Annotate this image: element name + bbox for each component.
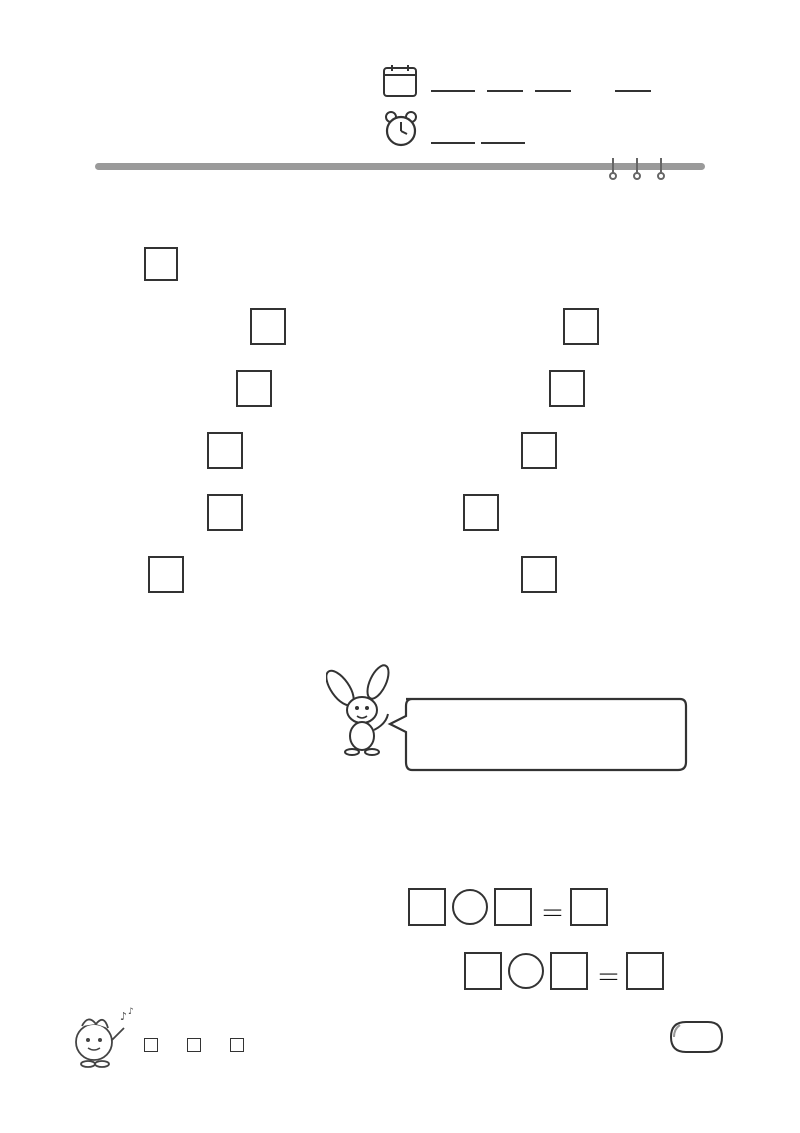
answer-box-4[interactable] [549,370,585,407]
q1-operator-circle[interactable] [452,889,488,925]
speech-bubble [386,696,690,774]
answer-box-10[interactable] [521,556,557,593]
q2-number-box-1[interactable] [464,952,502,990]
rating-checkbox-1[interactable] [144,1036,161,1055]
answer-box-3[interactable] [236,370,272,407]
rating-options [144,1036,247,1055]
rating-checkbox-2[interactable] [187,1036,204,1055]
alarm-clock-icon [383,110,419,148]
q1-number-box-2[interactable] [494,888,532,926]
checkbox-icon[interactable] [230,1038,244,1052]
q2-result-box[interactable] [626,952,664,990]
answer-box-1[interactable] [250,308,286,345]
rating-checkbox-3[interactable] [230,1036,247,1055]
page-number-badge [668,1019,724,1055]
date-line [428,76,654,97]
answer-box-9[interactable] [148,556,184,593]
q1-result-box[interactable] [570,888,608,926]
edition-line [96,122,137,146]
divider-dots [605,156,675,184]
flower-row-top [110,735,370,795]
q2-number-box-2[interactable] [550,952,588,990]
q2-operator-circle[interactable] [508,953,544,989]
checkbox-icon[interactable] [187,1038,201,1052]
flower-row-bottom [110,800,670,862]
q1-equals: ＝ [540,899,566,928]
q1-number-box-1[interactable] [408,888,446,926]
q2-equals: ＝ [596,963,622,992]
answer-box-2[interactable] [563,308,599,345]
time-line [428,128,528,148]
answer-box-5[interactable] [207,432,243,469]
checkbox-icon[interactable] [144,1038,158,1052]
calendar-icon [382,64,418,98]
svg-text:♪: ♪ [120,1010,128,1023]
qr-code [636,192,724,280]
answer-box-6[interactable] [521,432,557,469]
answer-box-8[interactable] [463,494,499,531]
answer-box-7[interactable] [207,494,243,531]
svg-text:♪: ♪ [128,1007,134,1017]
mascot-illustration [66,1004,136,1070]
prompt-answer-box [144,247,178,281]
